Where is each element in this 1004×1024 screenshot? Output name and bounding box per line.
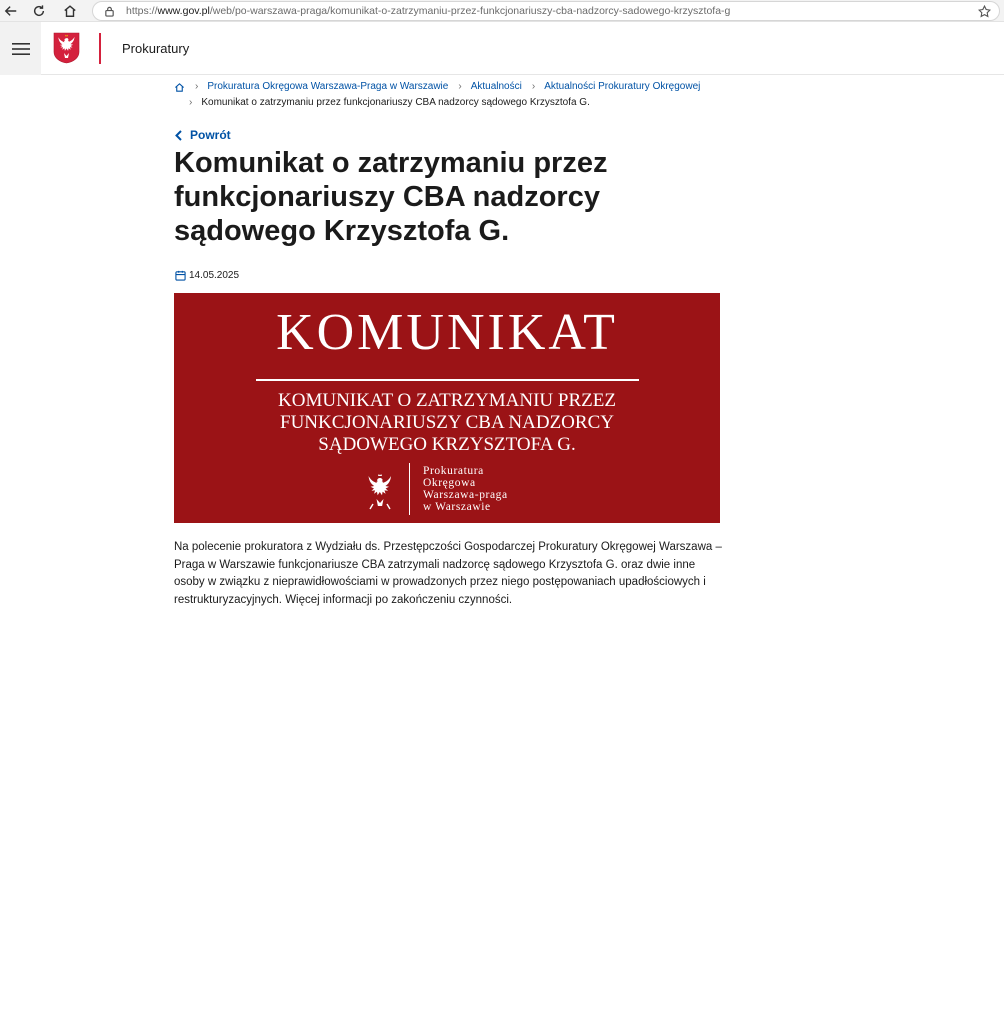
- lock-icon: [104, 5, 116, 17]
- back-arrow-icon: [4, 4, 18, 18]
- banner-divider: [256, 379, 639, 381]
- breadcrumb-item-aktualnosci-okregowej[interactable]: Aktualności Prokuratury Okręgowej: [544, 81, 701, 92]
- banner-subtitle: [224, 390, 670, 456]
- hamburger-icon: [12, 42, 30, 56]
- url-text: [126, 5, 730, 17]
- article-banner-image: [174, 293, 720, 523]
- banner-subtitle-line: FUNKCJONARIUSZY CBA NADZORCY: [280, 412, 614, 433]
- chevron-left-icon: [175, 130, 183, 141]
- site-header: [0, 22, 1004, 75]
- breadcrumb: [174, 79, 734, 111]
- breadcrumb-separator-icon: ›: [531, 81, 536, 92]
- site-title[interactable]: Prokuratury: [122, 41, 190, 56]
- refresh-icon: [32, 4, 46, 18]
- banner-organization: [423, 465, 508, 513]
- home-icon: [63, 4, 77, 18]
- back-link-label: Powrót: [190, 128, 231, 142]
- url-path: /web/po-warszawa-praga/komunikat-o-zatrzymaniu-przez-funkcjonariuszy-cba-nadzorcy-sadowego-krzysztofa-g: [209, 5, 731, 17]
- breadcrumb-home-link[interactable]: [174, 82, 185, 93]
- page-title: Komunikat o zatrzymaniu przez funkcjonariuszy CBA nadzorcy sądowego Krzysztofa G.: [174, 147, 608, 247]
- publish-date-value: 14.05.2025: [189, 270, 240, 281]
- breadcrumb-current: Komunikat o zatrzymaniu przez funkcjonariuszy CBA nadzorcy sądowego Krzysztofa G.: [201, 97, 590, 108]
- article-body: Na polecenie prokuratora z Wydziału ds. Przestępczości Gospodarczej Prokuratury Okręgowej Warszawa – Praga w Warszawie funkcjonariusze CBA zatrzymali nadzorcę sądowego Krzysztofa G. oraz dwie inne osoby w związku z nieprawidłowościami w prowadzonych przez niego postępowaniach upadłościowych i restrukturyzacyjnych. Więcej informacji po zakończeniu czynności.: [174, 541, 722, 606]
- breadcrumb-separator-icon: ›: [189, 97, 193, 108]
- browser-back-button[interactable]: [2, 2, 20, 20]
- header-divider: [99, 33, 101, 64]
- address-bar[interactable]: [92, 1, 1000, 21]
- breadcrumb-item-aktualnosci[interactable]: Aktualności: [470, 81, 522, 92]
- white-eagle-icon: [361, 471, 399, 513]
- browser-refresh-button[interactable]: [30, 2, 48, 20]
- banner-subtitle-line: KOMUNIKAT O ZATRZYMANIU PRZEZ: [278, 390, 616, 411]
- banner-subtitle-line: SĄDOWEGO KRZYSZTOFA G.: [318, 434, 576, 455]
- banner-vertical-rule: [409, 463, 410, 515]
- url-prefix: https://: [126, 5, 158, 17]
- banner-org-line: Okręgowa: [423, 477, 476, 489]
- breadcrumb-separator-icon: ›: [195, 81, 199, 92]
- calendar-icon: [175, 270, 186, 281]
- banner-org-line: w Warszawie: [423, 501, 491, 513]
- breadcrumb-separator-icon: ›: [458, 81, 462, 92]
- back-link[interactable]: [175, 128, 231, 142]
- home-icon: [174, 82, 185, 93]
- polish-emblem-icon[interactable]: [53, 32, 80, 64]
- menu-button[interactable]: [0, 22, 41, 75]
- banner-heading: KOMUNIKAT: [276, 304, 618, 361]
- banner-org-line: Prokuratura: [423, 465, 484, 477]
- banner-org-line: Warszawa-praga: [423, 489, 508, 501]
- publish-date: [175, 270, 239, 281]
- browser-toolbar: [0, 0, 1004, 22]
- url-host: www.gov.pl: [157, 5, 210, 17]
- browser-home-button[interactable]: [61, 2, 79, 20]
- breadcrumb-item-prokuratura[interactable]: Prokuratura Okręgowa Warszawa-Praga w Warszawie: [207, 81, 449, 92]
- bookmark-star-icon[interactable]: [978, 5, 991, 18]
